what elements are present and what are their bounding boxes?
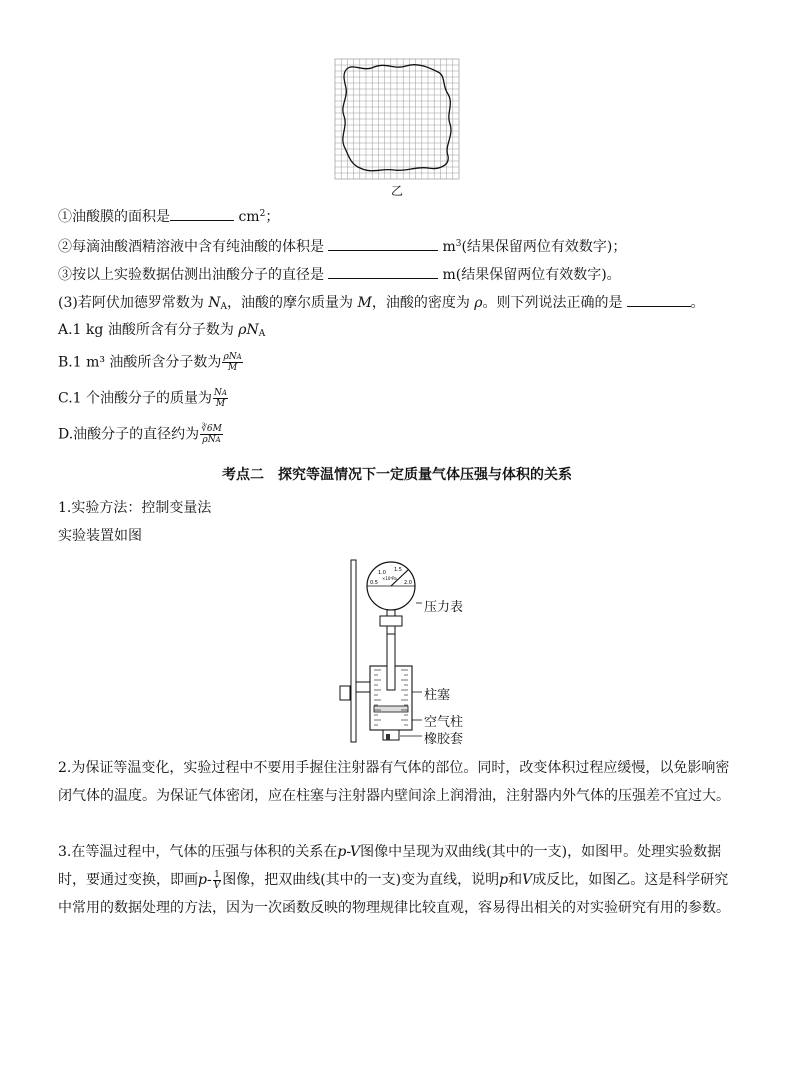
fraction-b: $\frac{\text{ρNA}}{M}$ [223, 352, 242, 373]
gauge-tick-3: 1.5 [394, 567, 402, 573]
method-line: 1.实验方法：控制变量法 [58, 500, 212, 516]
gauge-tick-4: 2.0 [404, 580, 412, 586]
apparatus-intro: 实验装置如图 [58, 528, 142, 544]
option-d[interactable]: D.油酸分子的直径约为 $\frac{∛6M}{\text{ρNA}}$ [58, 424, 222, 445]
figure-caption: 乙 [391, 184, 404, 198]
question-1: ①油酸膜的面积是 $cm^2$； [58, 204, 279, 227]
answer-blank-2[interactable] [328, 236, 438, 251]
option-b[interactable]: B.1 m³ 油酸所含分子数为 $\frac{\text{ρNA}}{M}$ [58, 352, 242, 373]
gauge-tick-2: 1.0 [378, 570, 386, 576]
question-2: ②每滴油酸酒精溶液中含有纯油酸的体积是 $m^3$(结果保留两位有效数字)； [58, 234, 626, 257]
gauge-unit: ×10⁵Pa [382, 576, 397, 581]
paragraph-3: 3.在等温过程中，气体的压强与体积的关系在p-V图像中呈现为双曲线(其中的一支)，如图甲。处理实验数据时，要通过变换，即画p- $\frac{1}{V}$ 图像，把双曲线(其中的一支)变为直线，说明p和V成反比，如图乙。这是科学研究中常用的数据处理的方法，因为一次函数反映的物理规律比较直观，容易得出相关的对实验研究有用的参数。 [58, 844, 730, 916]
answer-blank-3[interactable] [328, 264, 438, 279]
answer-blank-1[interactable] [170, 206, 234, 221]
answer-blank-4[interactable] [627, 292, 691, 307]
plunger-label: 柱塞 [424, 688, 451, 703]
option-c[interactable]: C.1 个油酸分子的质量为 $\frac{NA}{M}$ [58, 388, 227, 409]
question-3: ③按以上实验数据估测出油酸分子的直径是 m(结果保留两位有效数字)。 [58, 264, 621, 285]
option-a[interactable]: A.1 kg 油酸所含有分子数为 $\rho N_A$ [58, 322, 266, 339]
paragraph-2: 2.为保证等温变化，实验过程中不要用手握住注射器有气体的部位。同时，改变体积过程应缓慢，以免影响密闭气体的温度。为保证气体密闭，应在柱塞与注射器内壁间涂上润滑油，注射器内外气体的压强差不宜过大。 [58, 760, 730, 804]
gauge-label: 压力表 [424, 600, 464, 615]
gauge-tick-1: 0.5 [370, 580, 378, 586]
fraction-d: $\frac{∛6M}{\text{ρNA}}$ [201, 424, 222, 445]
oil-film-grid-figure [334, 58, 460, 182]
air-column-label: 空气柱 [424, 715, 464, 730]
section-heading: 考点二 探究等温情况下一定质量气体压强与体积的关系 [222, 467, 572, 483]
fraction-c: $\frac{NA}{M}$ [214, 388, 227, 409]
fraction-1-over-v: $\frac{1}{V}$ [213, 869, 221, 891]
question-4: (3)若阿伏加德罗常数为 $N_A$，油酸的摩尔质量为 M，油酸的密度为 ρ。则下列说法正确的是 。 [58, 292, 705, 317]
rubber-cap-label: 橡胶套 [424, 732, 464, 747]
